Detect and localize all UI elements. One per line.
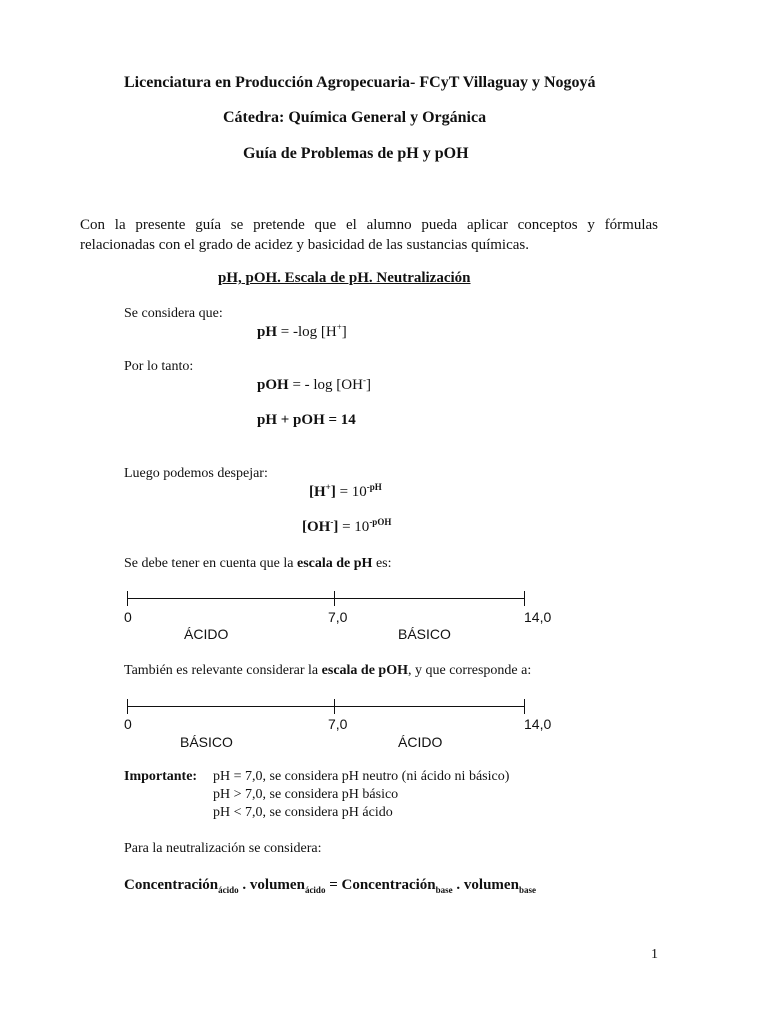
oh-formula-eq: = 10 — [338, 519, 370, 535]
ph-scale-intro — [124, 556, 392, 572]
intro-paragraph — [80, 215, 658, 255]
intro-line-2: relacionadas con el grado de acidez y basicidad de las sustancias químicas. — [80, 237, 529, 253]
ph-formula-close: ] — [341, 324, 347, 340]
header-line-2: Cátedra: Química General y Orgánica — [223, 109, 487, 126]
poh-scale-tick-0 — [127, 699, 128, 714]
h-formula-sup: + — [325, 482, 331, 492]
h-formula-eq: = 10 — [335, 484, 367, 500]
neutralizacion-eq: = Concentración — [325, 877, 436, 893]
neutralizacion-c1: Concentración — [124, 877, 219, 893]
ph-scale-basico: BÁSICO — [398, 626, 451, 642]
despejar-label: Luego podemos despejar: — [124, 466, 268, 481]
ph-formula-rhs: = -log [H — [277, 324, 337, 340]
oh-formula-exp: -pOH — [369, 517, 392, 527]
neutralizacion-c2-sub: base — [435, 885, 453, 895]
intro-line-1: Con la presente guía se pretende que el alumno pueda aplicar conceptos y fórmulas — [80, 217, 658, 233]
ph-scale-tick-0 — [127, 591, 128, 606]
ph-scale-line — [127, 598, 525, 599]
oh-formula-sup: - — [330, 517, 334, 527]
neutralizacion-dot1: . volumen — [238, 877, 305, 893]
neutralizacion-v1-sub: ácido — [304, 885, 326, 895]
header-line-3: Guía de Problemas de pH y pOH — [243, 145, 469, 162]
poh-scale-intro — [124, 663, 531, 679]
section-title: pH, pOH. Escala de pH. Neutralización — [218, 270, 471, 286]
importante-line-2: pH > 7,0, se considera pH básico — [213, 787, 399, 802]
por-lo-tanto-label: Por lo tanto: — [124, 359, 194, 374]
importante-line-1: pH = 7,0, se considera pH neutro (ni ácido ni básico) — [213, 769, 510, 784]
poh-scale-label-0: 0 — [124, 716, 132, 732]
poh-formula-label: pOH — [257, 377, 289, 393]
poh-scale-tick-7 — [334, 699, 335, 714]
ph-scale-intro-bold: escala de pH — [296, 556, 373, 571]
h-formula — [309, 484, 382, 501]
poh-scale-intro-post: , y que corresponde a: — [408, 663, 532, 678]
poh-scale-label-14: 14,0 — [524, 716, 552, 732]
ph-scale-intro-pre: Se debe tener en cuenta que la — [124, 556, 297, 571]
poh-scale-intro-bold: escala de pOH — [321, 663, 408, 678]
neutralizacion-dot2: . volumen — [452, 877, 519, 893]
ph-scale-label-7: 7,0 — [328, 609, 348, 625]
ph-scale-intro-post: es: — [372, 556, 392, 571]
poh-formula-sup: - — [362, 375, 366, 385]
page-number: 1 — [651, 947, 658, 962]
neutralizacion-c1-sub: ácido — [218, 885, 239, 895]
neutralizacion-v2-sub: base — [518, 885, 536, 895]
sum-formula: pH + pOH = 14 — [257, 412, 356, 428]
ph-scale-tick-14 — [524, 591, 525, 606]
header-line-1: Licenciatura en Producción Agropecuaria- FCyT Villaguay y Nogoyá — [124, 74, 596, 91]
h-formula-open: [H — [309, 484, 326, 500]
considera-label: Se considera que: — [124, 306, 223, 321]
poh-scale-basico: BÁSICO — [180, 734, 233, 750]
poh-scale-line — [127, 706, 525, 707]
ph-scale-acido: ÁCIDO — [184, 626, 229, 642]
neutralizacion-formula — [124, 877, 536, 894]
ph-scale-label-0: 0 — [124, 609, 132, 625]
poh-formula-rhs: = - log [OH — [288, 377, 363, 393]
poh-formula — [257, 377, 371, 394]
h-formula-close: ] — [330, 484, 336, 500]
ph-formula — [257, 324, 347, 341]
importante-line-3: pH < 7,0, se considera pH ácido — [213, 805, 393, 820]
oh-formula-open: [OH — [302, 519, 331, 535]
poh-scale-label-7: 7,0 — [328, 716, 348, 732]
oh-formula — [302, 519, 391, 536]
poh-scale-intro-pre: También es relevante considerar la — [124, 663, 322, 678]
poh-formula-close: ] — [365, 377, 371, 393]
h-formula-exp: -pH — [366, 482, 382, 492]
importante-label: Importante: — [124, 769, 198, 784]
ph-scale-label-14: 14,0 — [524, 609, 552, 625]
ph-scale-tick-7 — [334, 591, 335, 606]
ph-formula-sup: + — [336, 322, 342, 332]
neutralizacion-intro: Para la neutralización se considera: — [124, 841, 322, 856]
oh-formula-close: ] — [333, 519, 339, 535]
ph-formula-label: pH — [257, 324, 278, 340]
poh-scale-acido: ÁCIDO — [398, 734, 443, 750]
poh-scale-tick-14 — [524, 699, 525, 714]
